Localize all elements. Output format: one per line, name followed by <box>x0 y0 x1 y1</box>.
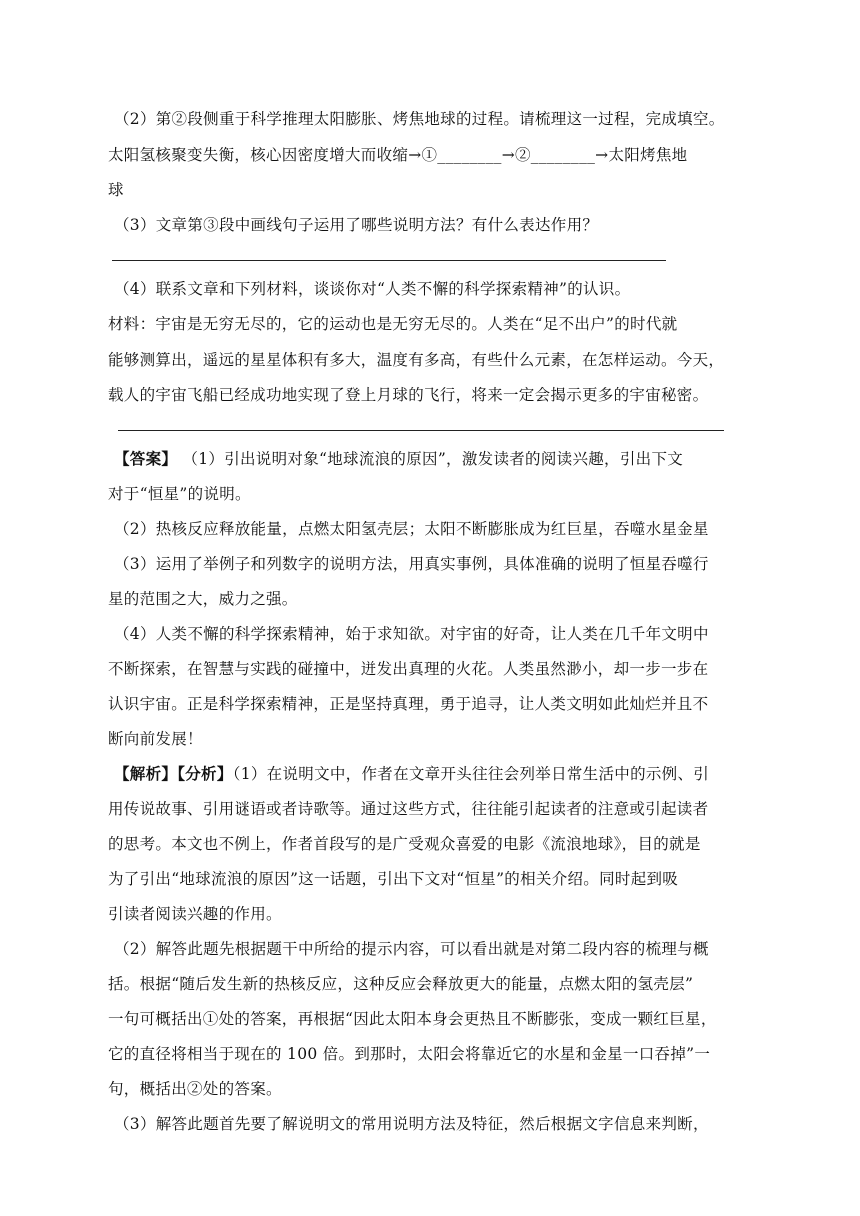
answer-3-line-2: 星的范围之大，威力之强。 <box>108 590 298 608</box>
analysis-1-line-4: 为了引出“地球流浪的原因”这一话题，引出下文对“恒星”的相关介绍。同时起到吸 <box>108 870 679 888</box>
material-line-2: 能够测算出，遥远的星星体积有多大，温度有多高，有些什么元素，在怎样运动。今天， <box>108 351 725 369</box>
analysis-2-line-5: 句，概括出②处的答案。 <box>108 1080 282 1098</box>
analysis-3-line-1: （3）解答此题首先要了解说明文的常用说明方法及特征，然后根据文字信息来判断， <box>114 1115 709 1133</box>
analysis-2-line-1: （2）解答此题先根据题干中所给的提示内容，可以看出就是对第二段内容的梳理与概 <box>114 940 709 958</box>
answer-4-line-1: （4）人类不懈的科学探索精神，始于求知欲。对宇宙的好奇，让人类在几千年文明中 <box>114 625 709 643</box>
question-2-line-2: 太阳氢核聚变失衡，核心因密度增大而收缩→①________→②________→太阳烤焦地 <box>108 146 688 164</box>
analysis-1-line-5: 引读者阅读兴趣的作用。 <box>108 905 282 923</box>
analysis-2-line-2: 括。根据“随后发生新的热核反应，这种反应会释放更大的能量，点燃太阳的氢壳层” <box>108 975 694 993</box>
answer-line-q3 <box>112 260 666 261</box>
material-line-1: 材料：宇宙是无穷无尽的，它的运动也是无穷无尽的。人类在“足不出户”的时代就 <box>108 315 678 333</box>
answer-label: 【答案】 <box>114 449 178 468</box>
analysis-1-line-3: 的思考。本文也不例上，作者首段写的是广受观众喜爱的电影《流浪地球》，目的就是 <box>108 835 701 853</box>
answer-1-text: （1）引出说明对象“地球流浪的原因”，激发读者的阅读兴趣，引出下文 <box>177 450 684 468</box>
material-line-3: 载人的宇宙飞船已经成功地实现了登上月球的飞行，将来一定会揭示更多的宇宙秘密。 <box>108 386 709 404</box>
question-2-line-1: （2）第②段侧重于科学推理太阳膨胀、烤焦地球的过程。请梳理这一过程，完成填空。 <box>114 110 725 128</box>
answer-3-line-1: （3）运用了举例子和列数字的说明方法，用真实事例，具体准确的说明了恒星吞噬行 <box>114 555 709 573</box>
answer-4-line-2: 不断探索，在智慧与实践的碰撞中，迸发出真理的火花。人类虽然渺小，却一步一步在 <box>108 660 709 678</box>
analysis-1-line-2: 用传说故事、引用谜语或者诗歌等。通过这些方式，往往能引起读者的注意或引起读者 <box>108 800 709 818</box>
analysis-1-line-1 <box>114 764 709 784</box>
answer-1-line-2: 对于“恒星”的说明。 <box>108 485 251 503</box>
analysis-label: 【解析】【分析】 <box>114 764 233 783</box>
question-4: （4）联系文章和下列材料，谈谈你对“人类不懈的科学探索精神”的认识。 <box>114 280 631 298</box>
analysis-2-line-4: 它的直径将相当于现在的 100 倍。到那时，太阳会将靠近它的水星和金星一口吞掉”一 <box>108 1045 711 1063</box>
answer-4-line-4: 断向前发展！ <box>108 730 203 748</box>
answer-4-line-3: 认识宇宙。正是科学探索精神，正是坚持真理，勇于追寻，让人类文明如此灿烂并且不 <box>108 695 709 713</box>
answer-line-q4 <box>118 430 724 431</box>
question-2-line-3: 球 <box>108 181 124 199</box>
answer-2: （2）热核反应释放能量，点燃太阳氢壳层；太阳不断膨胀成为红巨星，吞噬水星金星 <box>114 520 709 538</box>
answer-1-line-1 <box>114 449 683 469</box>
analysis-2-line-3: 一句可概括出①处的答案，再根据“因此太阳本身会更热且不断膨张，变成一颗红巨星， <box>108 1010 717 1028</box>
analysis-1-text: （1）在说明文中，作者在文章开头往往会列举日常生活中的示例、引 <box>232 765 710 783</box>
question-3: （3）文章第③段中画线句子运用了哪些说明方法？有什么表达作用？ <box>114 216 599 234</box>
